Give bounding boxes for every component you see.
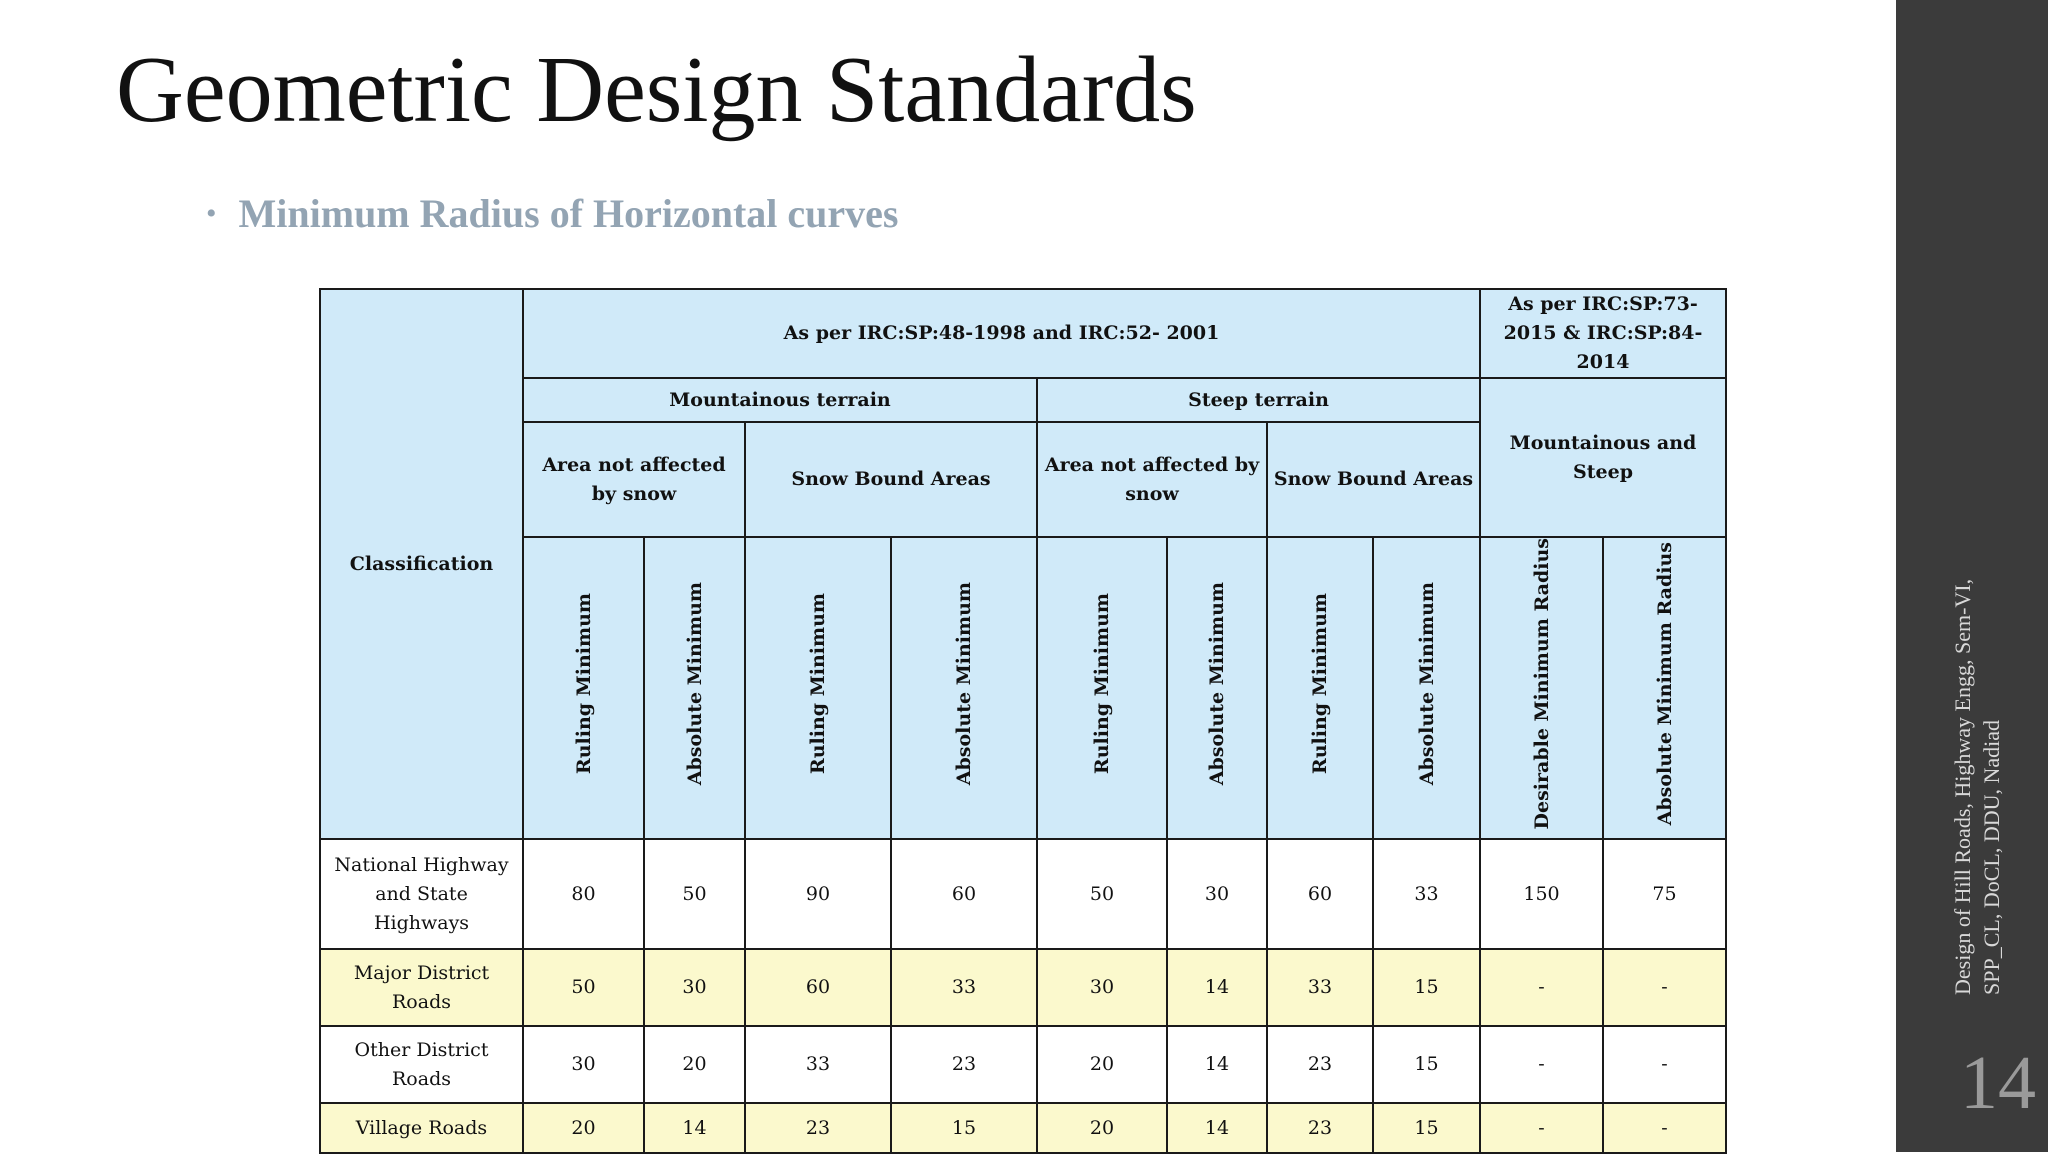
table-cell: 15 <box>891 1103 1037 1153</box>
table-cell: 23 <box>891 1026 1037 1103</box>
page-number <box>1896 1040 2048 1127</box>
table-cell: 15 <box>1373 949 1480 1026</box>
table-cell: - <box>1603 1026 1726 1103</box>
table-cell: 20 <box>523 1103 644 1153</box>
column-header <box>523 537 644 839</box>
row-classification: Major District Roads <box>320 949 523 1026</box>
column-header <box>891 537 1037 839</box>
steep-terrain-header: Steep terrain <box>1037 378 1480 422</box>
area-not-affected-header: Area not affected by snow <box>1037 422 1267 537</box>
mountainous-terrain-header: Mountainous terrain <box>523 378 1037 422</box>
table-cell: - <box>1480 1026 1603 1103</box>
table-row <box>320 1103 1726 1153</box>
column-header <box>1267 537 1373 839</box>
table-cell: 80 <box>523 839 644 949</box>
table-cell: 60 <box>891 839 1037 949</box>
table-cell: 20 <box>644 1026 745 1103</box>
table-cell: 23 <box>1267 1026 1373 1103</box>
table-cell: 20 <box>1037 1026 1167 1103</box>
table-cell: - <box>1603 1103 1726 1153</box>
bullet-text: Minimum Radius of Horizontal curves <box>238 191 899 236</box>
table-cell: 15 <box>1373 1026 1480 1103</box>
area-not-affected-header: Area not affected by snow <box>523 422 745 537</box>
footer-course-text: Design of Hill Roads, Highway Engg, Sem-VI, SPP_CL, DoCL, DDU, Nadiad <box>1950 578 2004 995</box>
snow-bound-header: Snow Bound Areas <box>745 422 1037 537</box>
table-cell: 150 <box>1480 839 1603 949</box>
column-label: Desirable Minimum Radius <box>1530 538 1553 830</box>
column-header <box>1480 537 1603 839</box>
column-header <box>1167 537 1267 839</box>
table-cell: 23 <box>745 1103 891 1153</box>
table-cell: 15 <box>1373 1103 1480 1153</box>
column-label: Absolute Minimum <box>1415 582 1438 786</box>
column-label: Ruling Minimum <box>572 593 595 775</box>
irc48-group-header: As per IRC:SP:48-1998 and IRC:52- 2001 <box>523 289 1480 378</box>
column-label: Ruling Minimum <box>1309 593 1331 775</box>
table-cell: 90 <box>745 839 891 949</box>
table-cell: - <box>1603 949 1726 1026</box>
table-cell: 33 <box>1267 949 1373 1026</box>
bullet-item <box>206 190 899 237</box>
table-cell: 33 <box>745 1026 891 1103</box>
column-label: Ruling Minimum <box>807 593 829 775</box>
table-cell: 33 <box>1373 839 1480 949</box>
table-cell: 30 <box>1037 949 1167 1026</box>
irc73-group-header: As per IRC:SP:73-2015 & IRC:SP:84-2014 <box>1480 289 1726 378</box>
row-classification: National Highway and State Highways <box>320 839 523 949</box>
table-cell: 30 <box>1167 839 1267 949</box>
column-label: Absolute Minimum <box>683 582 706 786</box>
column-label: Absolute Minimum <box>953 582 975 786</box>
table-cell: 75 <box>1603 839 1726 949</box>
table-cell: 14 <box>1167 949 1267 1026</box>
column-label: Absolute Minimum <box>1206 582 1228 786</box>
table-cell: 60 <box>1267 839 1373 949</box>
column-header <box>745 537 891 839</box>
column-label: Ruling Minimum <box>1091 593 1113 775</box>
table-cell: 33 <box>891 949 1037 1026</box>
table-cell: 14 <box>1167 1103 1267 1153</box>
table-cell: 30 <box>644 949 745 1026</box>
table-cell: 20 <box>1037 1103 1167 1153</box>
row-classification: Village Roads <box>320 1103 523 1153</box>
column-label: Absolute Minimum Radius <box>1653 542 1676 826</box>
table-cell: 30 <box>523 1026 644 1103</box>
table-cell: 14 <box>644 1103 745 1153</box>
radius-standards-table <box>319 288 1727 1154</box>
row-classification: Other District Roads <box>320 1026 523 1103</box>
table-cell: 50 <box>644 839 745 949</box>
column-header <box>1603 537 1726 839</box>
slide-title: Geometric Design Standards <box>116 38 1197 142</box>
table-row <box>320 1026 1726 1103</box>
classification-header: Classification <box>320 289 523 839</box>
table-row <box>320 839 1726 949</box>
table-cell: 23 <box>1267 1103 1373 1153</box>
column-header <box>644 537 745 839</box>
table-cell: - <box>1480 949 1603 1026</box>
page-number-value: 14 <box>1960 1041 2036 1125</box>
bullet-dot-icon: • <box>206 197 217 230</box>
table-cell: 50 <box>523 949 644 1026</box>
snow-bound-header: Snow Bound Areas <box>1267 422 1480 537</box>
mountainous-steep-header: Mountainous and Steep <box>1480 378 1726 537</box>
column-header <box>1373 537 1480 839</box>
table-row <box>320 949 1726 1026</box>
table-cell: 60 <box>745 949 891 1026</box>
table-cell: 50 <box>1037 839 1167 949</box>
table-cell: - <box>1480 1103 1603 1153</box>
table-cell: 14 <box>1167 1026 1267 1103</box>
column-header <box>1037 537 1167 839</box>
